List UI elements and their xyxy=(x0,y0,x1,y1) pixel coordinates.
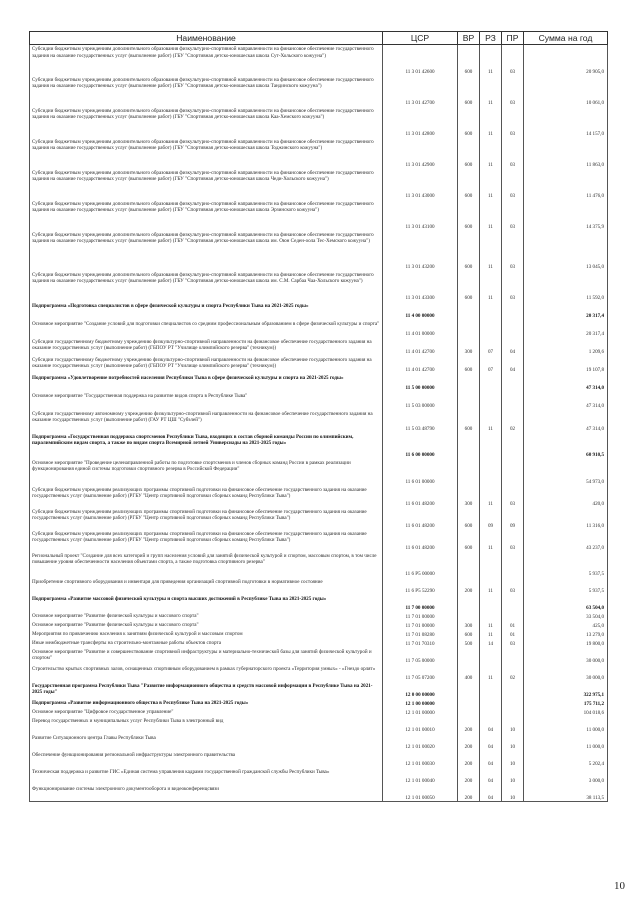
table-row xyxy=(30,76,608,107)
table-row xyxy=(30,231,608,271)
cell-sum: 19 800,0 xyxy=(524,639,608,648)
cell-rz xyxy=(480,459,502,486)
cell-name: Субсидии бюджетным учреждениям дополнительного образования физкультурно-спортивной направленности на финансовое обеспечение государственного задания на оказание государственных услуг (выполнение работ) (ГБУ "Спортивная детско-юношеская школа им. Оюн Седен-оола Тес-Хемского кожууна") xyxy=(30,231,383,271)
cell-name: Подпрограмма «Удовлетворение потребностей населения Республики Тыва в сфере физической культуры и спорта на 2021-2025 годы» xyxy=(30,374,383,392)
budget-document xyxy=(29,31,607,802)
table-row xyxy=(30,595,608,612)
cell-csr: 12 1 00 00000 xyxy=(383,699,458,708)
cell-csr: 12 1 01 00010 xyxy=(383,717,458,734)
cell-pr xyxy=(502,648,524,665)
cell-pr: 10 xyxy=(502,768,524,785)
cell-rz xyxy=(480,612,502,621)
header-sum: Сумма на год xyxy=(524,32,608,45)
cell-name: Основное мероприятие "Развитие физической культуры и массового спорта" xyxy=(30,612,383,621)
cell-rz xyxy=(480,302,502,320)
cell-pr xyxy=(502,320,524,338)
cell-sum: 33 504,0 xyxy=(524,612,608,621)
cell-rz: 11 xyxy=(480,578,502,595)
cell-csr: 11 3 01 43100 xyxy=(383,200,458,231)
cell-pr: 03 xyxy=(502,231,524,271)
cell-csr: 11 5 03 48790 xyxy=(383,410,458,433)
cell-rz xyxy=(480,648,502,665)
header-csr: ЦСР xyxy=(383,32,458,45)
cell-vr xyxy=(458,682,480,699)
cell-rz xyxy=(480,708,502,717)
cell-name: Иные межбюджетные трансферты на строительно-монтажные работы объектов спорта xyxy=(30,639,383,648)
cell-name: Субсидии бюджетным учреждениям дополнительного образования физкультурно-спортивной направленности на финансовое обеспечение государственного задания на оказание государственных услуг (выполнение работ) (ГБУ "Спортивная детско-юношеская школа Сут-Хольского кожууна") xyxy=(30,45,383,76)
table-row xyxy=(30,138,608,169)
cell-vr: 200 xyxy=(458,785,480,802)
cell-rz: 11 xyxy=(480,621,502,630)
cell-rz xyxy=(480,374,502,392)
cell-sum: 43 237,0 xyxy=(524,530,608,552)
cell-pr: 01 xyxy=(502,621,524,630)
cell-name: Подпрограмма «Развитие информационного общества в Республике Тыва на 2021-2025 годы» xyxy=(30,699,383,708)
cell-pr xyxy=(502,433,524,459)
cell-csr: 11 6 01 48200 xyxy=(383,486,458,508)
cell-csr: 12 1 01 00020 xyxy=(383,734,458,751)
cell-name: Функционирование системы электронного документооборота и видеоконференцсвязи xyxy=(30,785,383,802)
cell-vr: 600 xyxy=(458,45,480,76)
cell-name: Подпрограмма «Развитие массовой физической культуры и спорта высших достижений в Республике Тыва на 2021-2025 годы» xyxy=(30,595,383,612)
cell-sum: 14 375,9 xyxy=(524,200,608,231)
cell-sum: 11 476,0 xyxy=(524,169,608,200)
cell-pr: 03 xyxy=(502,107,524,138)
cell-csr: 11 7 01 00000 xyxy=(383,612,458,621)
cell-name: Субсидии бюджетным учреждениям реализующих программы спортивной подготовки на финансовое обеспечение государственного задания на оказание государственных услуг (выполнение работ) (РГБУ "Центр спортивной подготовки сборных команд Республики Тыва") xyxy=(30,530,383,552)
table-row xyxy=(30,200,608,231)
cell-name: Региональный проект "Создание для всех категорий и групп населения условий для занятий физической культурой и спортом, массовым спортом, в том числе повышение уровня обеспеченности населения объектами спорта, а также подготовка спортивного резерва" xyxy=(30,552,383,578)
cell-sum: 104 018,6 xyxy=(524,708,608,717)
cell-pr: 10 xyxy=(502,785,524,802)
cell-pr: 10 xyxy=(502,751,524,768)
cell-name: Субсидии государственному бюджетному учреждению физкультурно-спортивной направленности на финансовое обеспечение государственного задания на оказание государственных услуг (выполнение работ) (ГБПОУ РТ "Училище олимпийского резерва" (техникум)) xyxy=(30,356,383,374)
cell-rz xyxy=(480,552,502,578)
cell-pr xyxy=(502,374,524,392)
cell-vr: 300 xyxy=(458,486,480,508)
cell-rz: 11 xyxy=(480,271,502,302)
cell-rz xyxy=(480,433,502,459)
cell-rz: 11 xyxy=(480,486,502,508)
cell-name: Техническая поддержка и развитие ГИС «Единая система управления кадрами государственной гражданской службы Республики Тыва» xyxy=(30,768,383,785)
cell-vr: 600 xyxy=(458,107,480,138)
table-row xyxy=(30,338,608,356)
cell-pr: 03 xyxy=(502,530,524,552)
cell-csr: 11 3 01 43200 xyxy=(383,231,458,271)
cell-pr xyxy=(502,552,524,578)
table-row xyxy=(30,578,608,595)
table-row xyxy=(30,486,608,508)
cell-sum: 54 973,0 xyxy=(524,459,608,486)
cell-pr: 03 xyxy=(502,486,524,508)
cell-sum: 5 937,5 xyxy=(524,578,608,595)
cell-csr: 11 4 01 42700 xyxy=(383,338,458,356)
cell-rz xyxy=(480,392,502,410)
table-row xyxy=(30,751,608,768)
cell-pr: 03 xyxy=(502,200,524,231)
cell-vr: 600 xyxy=(458,231,480,271)
cell-rz xyxy=(480,320,502,338)
table-row xyxy=(30,708,608,717)
cell-vr xyxy=(458,392,480,410)
cell-pr xyxy=(502,612,524,621)
cell-sum: 47 314,0 xyxy=(524,410,608,433)
cell-csr: 11 4 01 00000 xyxy=(383,320,458,338)
cell-pr: 10 xyxy=(502,734,524,751)
cell-name: Перевод государственных и муниципальных услуг Республики Тыва в электронный вид xyxy=(30,717,383,734)
cell-pr xyxy=(502,302,524,320)
cell-csr: 11 3 01 42700 xyxy=(383,76,458,107)
cell-pr: 03 xyxy=(502,45,524,76)
cell-pr: 03 xyxy=(502,639,524,648)
table-row xyxy=(30,530,608,552)
cell-pr: 10 xyxy=(502,717,524,734)
cell-csr: 11 3 01 42600 xyxy=(383,45,458,76)
cell-sum: 10 061,0 xyxy=(524,76,608,107)
cell-csr: 12 1 01 00030 xyxy=(383,751,458,768)
cell-name: Подпрограмма «Государственная поддержка спортсменов Республики Тыва, входящих в состав сборной команды России по олимпийским, паралимпийским видам спорта, а также по видам спорта Всемирной летней Универсиады на 2021-2025 годы» xyxy=(30,433,383,459)
cell-rz: 04 xyxy=(480,751,502,768)
cell-vr xyxy=(458,595,480,612)
cell-vr xyxy=(458,708,480,717)
cell-name: Обеспечение функционирования региональной инфраструктуры электронного правительства xyxy=(30,751,383,768)
cell-csr: 12 1 01 00000 xyxy=(383,708,458,717)
cell-rz: 04 xyxy=(480,785,502,802)
cell-csr: 12 1 01 00050 xyxy=(383,785,458,802)
cell-rz: 11 xyxy=(480,107,502,138)
cell-name: Государственная программа Республики Тыва "Развитие информационного общества и средств массовой информации в Республике Тыва на 2021-2025 годы" xyxy=(30,682,383,699)
cell-csr: 11 3 01 43300 xyxy=(383,271,458,302)
cell-csr: 11 4 00 00000 xyxy=(383,302,458,320)
cell-vr: 600 xyxy=(458,356,480,374)
cell-sum: 20 905,0 xyxy=(524,45,608,76)
cell-name: Приобретение спортивного оборудования и инвентаря для приведения организаций спортивной подготовки в нормативное состояние xyxy=(30,578,383,595)
table-body xyxy=(30,45,608,802)
cell-csr: 11 6 01 48200 xyxy=(383,508,458,530)
cell-name: Субсидии бюджетным учреждениям дополнительного образования физкультурно-спортивной направленности на финансовое обеспечение государственного задания на оказание государственных услуг (выполнение работ) (ГБУ "Спортивная детско-юношеская школа Тандинского кожууна") xyxy=(30,76,383,107)
cell-vr xyxy=(458,648,480,665)
cell-name: Субсидии бюджетным учреждениям реализующих программы спортивной подготовки на финансовое обеспечение государственного задания на оказание государственных услуг (выполнение работ) (РГБУ "Центр спортивной подготовки сборных команд Республики Тыва") xyxy=(30,486,383,508)
cell-vr: 400 xyxy=(458,665,480,682)
cell-sum: 13 045,0 xyxy=(524,231,608,271)
cell-vr: 600 xyxy=(458,508,480,530)
cell-name: Основное мероприятие "Развитие и совершенствование спортивной инфраструктуры и материально-технической базы для занятий физической культурой и спортом" xyxy=(30,648,383,665)
cell-rz: 11 xyxy=(480,530,502,552)
cell-vr: 300 xyxy=(458,338,480,356)
cell-name: Субсидии государственному бюджетному учреждению физкультурно-спортивной направленности на финансовое обеспечение государственного задания на оказание государственных услуг (выполнение работ) (ГБПОУ РТ "Училище олимпийского резерва" (техникум)) xyxy=(30,338,383,356)
cell-name: Субсидии бюджетным учреждениям дополнительного образования физкультурно-спортивной направленности на финансовое обеспечение государственного задания на оказание государственных услуг (выполнение работ) (ГБУ "Спортивная детско-юношеская школа Тоджинского кожууна") xyxy=(30,138,383,169)
cell-rz: 11 xyxy=(480,630,502,639)
cell-pr: 01 xyxy=(502,630,524,639)
cell-pr: 02 xyxy=(502,410,524,433)
cell-sum: 30 000,0 xyxy=(524,665,608,682)
table-row xyxy=(30,356,608,374)
table-row xyxy=(30,374,608,392)
cell-pr xyxy=(502,595,524,612)
cell-sum: 3 000,0 xyxy=(524,768,608,785)
cell-name: Основное мероприятие "Создание условий для подготовки специалистов со средним профессиональным образованием в сфере физической культуры и спорта" xyxy=(30,320,383,338)
cell-name: Строительство крытых спортивных залов, оснащенных спортивным оборудованием в рамках губернаторского проекта «Территория умных» - «Гнездо орлят» xyxy=(30,665,383,682)
cell-sum: 20 317,4 xyxy=(524,320,608,338)
cell-csr: 11 5 03 00000 xyxy=(383,392,458,410)
cell-vr xyxy=(458,459,480,486)
table-row xyxy=(30,552,608,578)
cell-rz: 11 xyxy=(480,410,502,433)
cell-pr: 04 xyxy=(502,356,524,374)
cell-rz: 04 xyxy=(480,717,502,734)
cell-pr: 03 xyxy=(502,76,524,107)
budget-table xyxy=(29,31,608,802)
cell-sum: 5 202,4 xyxy=(524,751,608,768)
cell-rz xyxy=(480,699,502,708)
cell-csr: 11 3 01 42900 xyxy=(383,138,458,169)
cell-sum: 175 711,2 xyxy=(524,699,608,708)
cell-name: Основное мероприятие "Проведение целенаправленной работы по подготовке спортсменов и членов сборных команд России в рамках реализации функционирования единой системы подготовки спортивного резерва в Российской Федерации" xyxy=(30,459,383,486)
cell-vr: 600 xyxy=(458,138,480,169)
table-row xyxy=(30,302,608,320)
table-row xyxy=(30,699,608,708)
cell-sum: 14 157,0 xyxy=(524,107,608,138)
table-row xyxy=(30,717,608,734)
table-row xyxy=(30,648,608,665)
cell-rz: 09 xyxy=(480,508,502,530)
cell-pr: 04 xyxy=(502,338,524,356)
cell-vr: 600 xyxy=(458,410,480,433)
table-row xyxy=(30,621,608,630)
cell-csr: 11 7 01 00000 xyxy=(383,621,458,630)
cell-name: Основное мероприятие "Цифровое государственное управление" xyxy=(30,708,383,717)
cell-csr: 11 6 01 48200 xyxy=(383,530,458,552)
cell-vr: 600 xyxy=(458,630,480,639)
header-vr: ВР xyxy=(458,32,480,45)
cell-vr: 200 xyxy=(458,768,480,785)
table-row xyxy=(30,508,608,530)
cell-csr: 11 7 00 00000 xyxy=(383,595,458,612)
table-row xyxy=(30,459,608,486)
cell-name: Субсидии бюджетным учреждениям реализующих программы спортивной подготовки на финансовое обеспечение государственного задания на оказание государственных услуг (выполнение работ) (РГБУ "Центр спортивной подготовки сборных команд Республики Тыва") xyxy=(30,508,383,530)
cell-name: Субсидии бюджетным учреждениям дополнительного образования физкультурно-спортивной направленности на финансовое обеспечение государственного задания на оказание государственных услуг (выполнение работ) (ГБУ "Спортивная детско-юношеская школа им. С.М. Сарбаа Чаа-Хольского кожууна") xyxy=(30,271,383,302)
cell-rz: 04 xyxy=(480,768,502,785)
cell-pr: 09 xyxy=(502,508,524,530)
cell-pr: 03 xyxy=(502,138,524,169)
table-row xyxy=(30,410,608,433)
cell-rz: 11 xyxy=(480,45,502,76)
table-row xyxy=(30,45,608,76)
table-row xyxy=(30,271,608,302)
cell-rz: 11 xyxy=(480,231,502,271)
cell-sum: 11 000,0 xyxy=(524,717,608,734)
cell-sum: 425,0 xyxy=(524,621,608,630)
cell-name: Субсидии бюджетным учреждениям дополнительного образования физкультурно-спортивной направленности на финансовое обеспечение государственного задания на оказание государственных услуг (выполнение работ) (ГБУ "Спортивная детско-юношеская школа Эрзинского кожууна") xyxy=(30,200,383,231)
cell-vr: 600 xyxy=(458,169,480,200)
cell-name: Основное мероприятие "Развитие физической культуры и массового спорта" xyxy=(30,621,383,630)
cell-csr: 11 3 01 42800 xyxy=(383,107,458,138)
table-row xyxy=(30,107,608,138)
cell-name: Субсидии бюджетным учреждениям дополнительного образования физкультурно-спортивной направленности на финансовое обеспечение государственного задания на оказание государственных услуг (выполнение работ) (ГБУ "Спортивная детско-юношеская школа Чеди-Хольского кожууна") xyxy=(30,169,383,200)
cell-name: Подпрограмма «Подготовка специалистов в сфере физической культуры и спорта Республики Тыва на 2021-2025 годы» xyxy=(30,302,383,320)
cell-rz: 11 xyxy=(480,76,502,107)
cell-rz: 07 xyxy=(480,338,502,356)
cell-pr xyxy=(502,682,524,699)
cell-csr: 11 6 01 00000 xyxy=(383,459,458,486)
cell-csr: 11 5 00 00000 xyxy=(383,374,458,392)
cell-vr: 600 xyxy=(458,76,480,107)
cell-pr xyxy=(502,392,524,410)
cell-vr: 600 xyxy=(458,530,480,552)
table-row xyxy=(30,785,608,802)
cell-vr xyxy=(458,433,480,459)
cell-vr xyxy=(458,612,480,621)
cell-sum: 11 000,0 xyxy=(524,734,608,751)
table-row xyxy=(30,433,608,459)
cell-vr xyxy=(458,552,480,578)
cell-csr: 11 7 05 07200 xyxy=(383,665,458,682)
cell-pr: 03 xyxy=(502,169,524,200)
cell-pr xyxy=(502,708,524,717)
cell-sum: 60 910,5 xyxy=(524,433,608,459)
cell-rz: 07 xyxy=(480,356,502,374)
cell-pr: 02 xyxy=(502,665,524,682)
cell-csr: 11 6 00 00000 xyxy=(383,433,458,459)
cell-vr: 600 xyxy=(458,200,480,231)
cell-name: Субсидии государственному автономному учреждению физкультурно-спортивной направленности на финансовое обеспечение государственного задания на оказание государственных услуг (выполнение работ) (ГАУ РТ ЦШ "Субэлей") xyxy=(30,410,383,433)
cell-name: Субсидии бюджетным учреждениям дополнительного образования физкультурно-спортивной направленности на финансовое обеспечение государственного задания на оказание государственных услуг (выполнение работ) (ГБУ "Спортивная детско-юношеская школа Каа-Хемского кожууна") xyxy=(30,107,383,138)
cell-csr: 11 3 01 43000 xyxy=(383,169,458,200)
cell-sum: 322 975,1 xyxy=(524,682,608,699)
cell-csr: 11 7 01 08280 xyxy=(383,630,458,639)
cell-sum: 13 279,0 xyxy=(524,630,608,639)
cell-sum: 11 863,0 xyxy=(524,138,608,169)
cell-csr: 11 6 P5 00000 xyxy=(383,552,458,578)
cell-vr: 200 xyxy=(458,734,480,751)
table-row xyxy=(30,612,608,621)
cell-vr: 600 xyxy=(458,271,480,302)
cell-name: Основное мероприятие "Государственная поддержка на развитие видов спорта в Республике Тыва" xyxy=(30,392,383,410)
cell-vr xyxy=(458,374,480,392)
cell-pr xyxy=(502,699,524,708)
cell-sum: 19 107,8 xyxy=(524,356,608,374)
cell-csr: 11 7 05 00000 xyxy=(383,648,458,665)
table-row xyxy=(30,392,608,410)
page-number: 10 xyxy=(614,880,625,892)
cell-pr: 03 xyxy=(502,578,524,595)
table-row xyxy=(30,630,608,639)
cell-sum: 30 000,0 xyxy=(524,648,608,665)
cell-sum: 5 937,5 xyxy=(524,552,608,578)
cell-csr: 11 7 01 70310 xyxy=(383,639,458,648)
cell-vr xyxy=(458,302,480,320)
table-row xyxy=(30,682,608,699)
header-rz: РЗ xyxy=(480,32,502,45)
table-header-row xyxy=(30,32,608,45)
cell-vr xyxy=(458,699,480,708)
header-pr: ПР xyxy=(502,32,524,45)
cell-sum: 11 592,0 xyxy=(524,271,608,302)
cell-pr: 03 xyxy=(502,271,524,302)
cell-rz: 11 xyxy=(480,138,502,169)
cell-pr xyxy=(502,459,524,486)
cell-rz: 11 xyxy=(480,169,502,200)
table-row xyxy=(30,639,608,648)
header-name: Наименование xyxy=(30,32,383,45)
cell-sum: 63 504,0 xyxy=(524,595,608,612)
cell-vr xyxy=(458,320,480,338)
cell-rz: 11 xyxy=(480,665,502,682)
table-row xyxy=(30,734,608,751)
cell-sum: 11 316,0 xyxy=(524,508,608,530)
cell-csr: 11 4 01 42700 xyxy=(383,356,458,374)
table-row xyxy=(30,768,608,785)
cell-sum: 47 314,0 xyxy=(524,374,608,392)
cell-csr: 12 0 00 00000 xyxy=(383,682,458,699)
table-row xyxy=(30,169,608,200)
cell-vr: 200 xyxy=(458,751,480,768)
cell-sum: 420,0 xyxy=(524,486,608,508)
cell-csr: 12 1 01 00040 xyxy=(383,768,458,785)
cell-name: Мероприятия по привлечению населения к занятиям физической культурой и массовым спортом xyxy=(30,630,383,639)
cell-rz: 11 xyxy=(480,200,502,231)
cell-csr: 11 6 P5 52290 xyxy=(383,578,458,595)
cell-vr: 500 xyxy=(458,639,480,648)
table-row xyxy=(30,320,608,338)
cell-sum: 20 317,4 xyxy=(524,302,608,320)
cell-name: Развитие Ситуационного центра Главы Республики Тыва xyxy=(30,734,383,751)
cell-rz: 04 xyxy=(480,734,502,751)
cell-rz xyxy=(480,595,502,612)
cell-sum: 38 113,5 xyxy=(524,785,608,802)
cell-sum: 47 314,0 xyxy=(524,392,608,410)
cell-vr: 200 xyxy=(458,578,480,595)
cell-vr: 200 xyxy=(458,717,480,734)
cell-rz xyxy=(480,682,502,699)
cell-rz: 14 xyxy=(480,639,502,648)
cell-vr: 300 xyxy=(458,621,480,630)
cell-sum: 1 209,6 xyxy=(524,338,608,356)
table-row xyxy=(30,665,608,682)
